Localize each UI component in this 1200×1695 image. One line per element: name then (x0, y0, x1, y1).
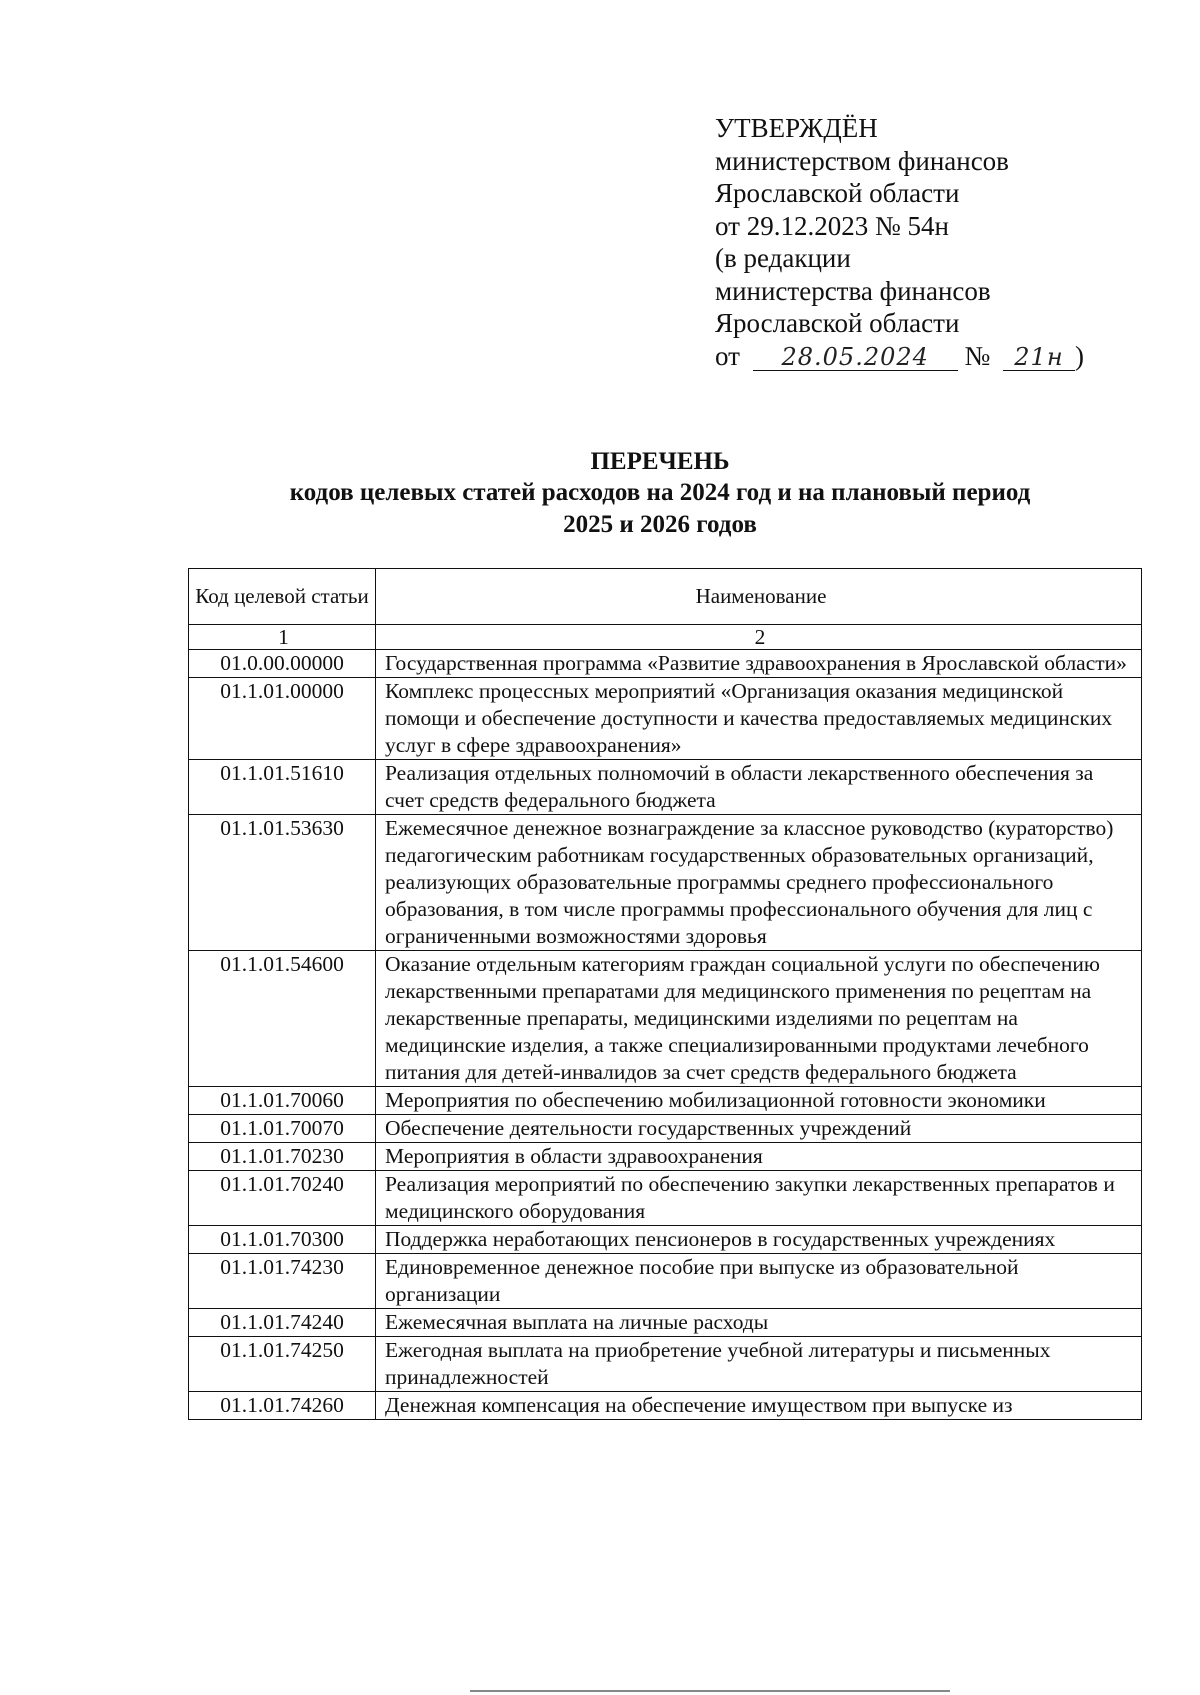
row-code: 01.1.01.74230 (189, 1254, 376, 1309)
row-name: Оказание отдельным категориям граждан социальной услуги по обеспечению лекарственными препаратами для медицинского применения по рецептам на лекарственные препараты, медицинскими изделиями по рецептам на медицинские изделия, а также специализированными продуктами лечебного питания для детей-инвалидов за счет средств федерального бюджета (376, 951, 1142, 1087)
approval-edition-line (715, 340, 1135, 373)
title-line: кодов целевых статей расходов на 2024 год и на плановый период (289, 479, 1031, 506)
approval-line: Ярославской области (715, 308, 960, 338)
header-name: Наименование (376, 569, 1142, 625)
row-code: 01.1.01.00000 (189, 678, 376, 760)
title-line: ПЕРЕЧЕНЬ (590, 448, 730, 475)
codes-table (188, 568, 1142, 1420)
approval-line: от 29.12.2023 № 54н (715, 210, 949, 241)
row-name: Реализация мероприятий по обеспечению закупки лекарственных препаратов и медицинского оборудования (376, 1171, 1142, 1226)
row-code: 01.1.01.70060 (189, 1087, 376, 1115)
table-row (189, 1143, 1142, 1171)
table-row (189, 1171, 1142, 1226)
row-name: Ежемесячная выплата на личные расходы (376, 1309, 1142, 1337)
row-code: 01.1.01.54600 (189, 951, 376, 1087)
table-row (189, 760, 1142, 815)
column-number: 1 (189, 625, 376, 650)
row-name: Единовременное денежное пособие при выпуске из образовательной организации (376, 1254, 1142, 1309)
date-blank (753, 343, 958, 371)
table-row (189, 1254, 1142, 1309)
row-name: Реализация отдельных полномочий в области лекарственного обеспечения за счет средств федерального бюджета (376, 760, 1142, 815)
table-row (189, 678, 1142, 760)
row-name: Мероприятия по обеспечению мобилизационной готовности экономики (376, 1087, 1142, 1115)
approval-line: Ярославской области (715, 178, 960, 208)
row-code: 01.1.01.74240 (189, 1309, 376, 1337)
row-name: Поддержка неработающих пенсионеров в государственных учреждениях (376, 1226, 1142, 1254)
row-code: 01.1.01.70300 (189, 1226, 376, 1254)
row-code: 01.1.01.70240 (189, 1171, 376, 1226)
table-row (189, 951, 1142, 1087)
row-name: Комплекс процессных мероприятий «Организация оказания медицинской помощи и обеспечение доступности и качества предоставляемых медицинских услуг в сфере здравоохранения» (376, 678, 1142, 760)
number-sign: № (964, 340, 991, 371)
table-header-row (189, 569, 1142, 625)
row-code: 01.1.01.74260 (189, 1392, 376, 1420)
row-name: Государственная программа «Развитие здравоохранения в Ярославской области» (376, 650, 1142, 678)
handwritten-number: 21н (1014, 342, 1064, 371)
table-row (189, 1087, 1142, 1115)
row-code: 01.1.01.51610 (189, 760, 376, 815)
handwritten-date: 28.05.2024 (781, 342, 929, 371)
table-row (189, 815, 1142, 951)
row-code: 01.1.01.70230 (189, 1143, 376, 1171)
scan-edge-line (470, 1690, 950, 1692)
row-name: Мероприятия в области здравоохранения (376, 1143, 1142, 1171)
row-name: Ежемесячное денежное вознаграждение за классное руководство (кураторство) педагогическим работникам государственных образовательных организаций, реализующих образовательные программы среднего профессионального образования, в том числе программы профессионального обучения для лиц с ограниченными возможностями здоровья (376, 815, 1142, 951)
row-name: Денежная компенсация на обеспечение имуществом при выпуске из (376, 1392, 1142, 1420)
table-row (189, 1392, 1142, 1420)
row-name: Обеспечение деятельности государственных учреждений (376, 1115, 1142, 1143)
number-blank (1003, 343, 1075, 371)
row-code: 01.1.01.70070 (189, 1115, 376, 1143)
title-line: 2025 и 2026 годов (563, 511, 757, 538)
row-name: Ежегодная выплата на приобретение учебной литературы и письменных принадлежностей (376, 1337, 1142, 1392)
approval-stamp (715, 112, 1135, 372)
table-row (189, 1115, 1142, 1143)
column-numbers-row (189, 625, 1142, 650)
approval-line: (в редакции (715, 243, 851, 273)
column-number: 2 (376, 625, 1142, 650)
table-row (189, 650, 1142, 678)
approval-line: министерства финансов (715, 275, 991, 306)
table-row (189, 1226, 1142, 1254)
header-code: Код целевой статьи (189, 569, 376, 625)
row-code: 01.1.01.53630 (189, 815, 376, 951)
table-row (189, 1309, 1142, 1337)
close-paren: ) (1074, 340, 1084, 371)
approval-line: министерством финансов (715, 145, 1009, 176)
table-row (189, 1337, 1142, 1392)
row-code: 01.0.00.00000 (189, 650, 376, 678)
row-code: 01.1.01.74250 (189, 1337, 376, 1392)
approval-line: УТВЕРЖДЁН (715, 113, 878, 143)
from-label: от (715, 340, 740, 371)
